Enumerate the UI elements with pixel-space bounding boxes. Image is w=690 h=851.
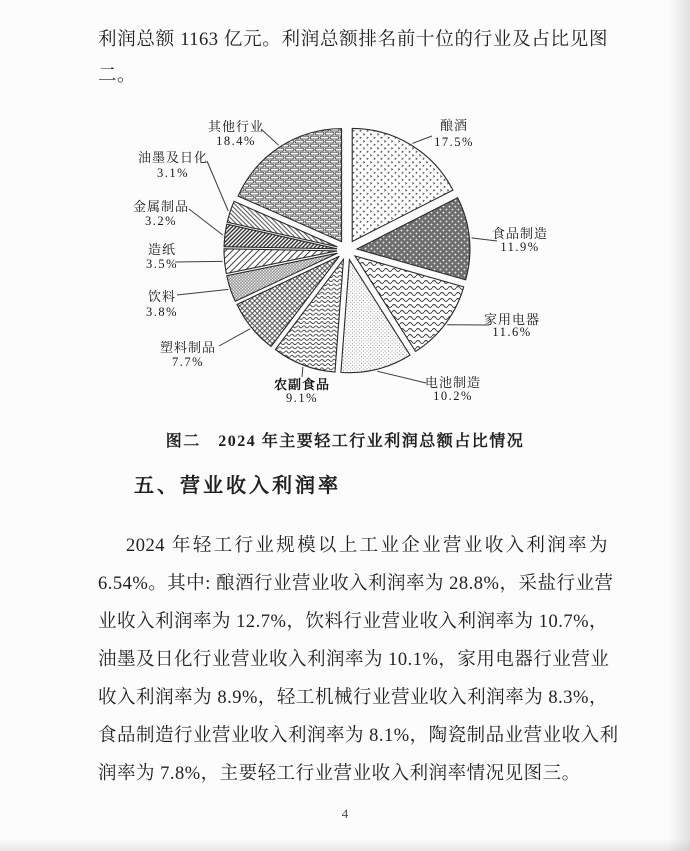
body-paragraph-line: 2024 年轻工行业规模以上工业企业营业收入利润率为 xyxy=(126,536,608,556)
scan-edge-shadow xyxy=(0,839,690,851)
leader-line xyxy=(175,261,223,262)
pie-chart-figure xyxy=(0,92,690,424)
leader-line xyxy=(302,367,303,377)
leader-line xyxy=(377,371,426,383)
slice-value: 3.1% xyxy=(156,166,190,180)
slice-label: 饮料 xyxy=(147,289,177,304)
slice-value: 17.5% xyxy=(434,135,474,149)
slice-label: 农副食品 xyxy=(273,377,331,392)
body-paragraph xyxy=(98,527,619,793)
slice-value: 3.8% xyxy=(145,305,179,319)
slice-label: 食品制造 xyxy=(491,226,549,241)
slice-value: 11.6% xyxy=(492,325,532,339)
slice-value: 3.5% xyxy=(145,257,179,271)
slice-label: 其他行业 xyxy=(207,119,265,134)
body-paragraph-line: 6.54%。其中: 酿酒行业营业收入利润率为 28.8%，采盐行业营 xyxy=(98,574,614,594)
body-paragraph-line: 收入利润率为 8.9%，轻工机械行业营业收入利润率为 8.3%， xyxy=(98,688,608,708)
body-paragraph-line: 食品制造行业营业收入利润率为 8.1%，陶瓷制品业营业收入利 xyxy=(98,726,619,746)
leader-line xyxy=(189,209,223,235)
slice-label: 造纸 xyxy=(147,242,177,257)
slice-value: 7.7% xyxy=(171,355,205,369)
slice-label: 电池制造 xyxy=(424,375,482,390)
leader-line xyxy=(207,161,228,211)
pie-slices-group xyxy=(224,128,470,372)
leader-line xyxy=(412,136,432,143)
body-paragraph-line: 油墨及日化行业营业收入利润率为 10.1%，家用电器行业营业 xyxy=(98,650,610,670)
slice-value: 18.4% xyxy=(216,134,256,148)
slice-label: 家用电器 xyxy=(483,312,541,327)
slice-label: 塑料制品 xyxy=(159,340,217,355)
slice-value: 9.1% xyxy=(285,391,319,405)
page-number: 4 xyxy=(341,806,349,821)
slice-label: 油墨及日化 xyxy=(137,150,209,165)
body-paragraph-line: 业收入利润率为 12.7%，饮料行业营业收入利润率为 10.7%， xyxy=(98,612,608,632)
leader-line xyxy=(177,289,228,295)
intro-paragraph xyxy=(98,22,608,94)
leader-line xyxy=(219,329,250,346)
section-heading: 五、营业收入利润率 xyxy=(134,475,341,497)
slice-value: 10.2% xyxy=(433,389,473,403)
body-paragraph-line: 润率为 7.8%，主要轻工行业营业收入利润率情况见图三。 xyxy=(98,764,581,784)
slice-label: 酿酒 xyxy=(439,118,469,133)
slice-value: 3.2% xyxy=(144,214,178,228)
intro-paragraph-line: 利润总额 1163 亿元。利润总额排名前十位的行业及占比见图 xyxy=(98,30,608,50)
slice-label: 金属制品 xyxy=(132,199,190,214)
slice-value: 11.9% xyxy=(500,240,540,254)
intro-paragraph-line: 二。 xyxy=(98,66,137,86)
figure-caption: 图二 2024 年主要轻工行业利润总额占比情况 xyxy=(165,433,525,450)
